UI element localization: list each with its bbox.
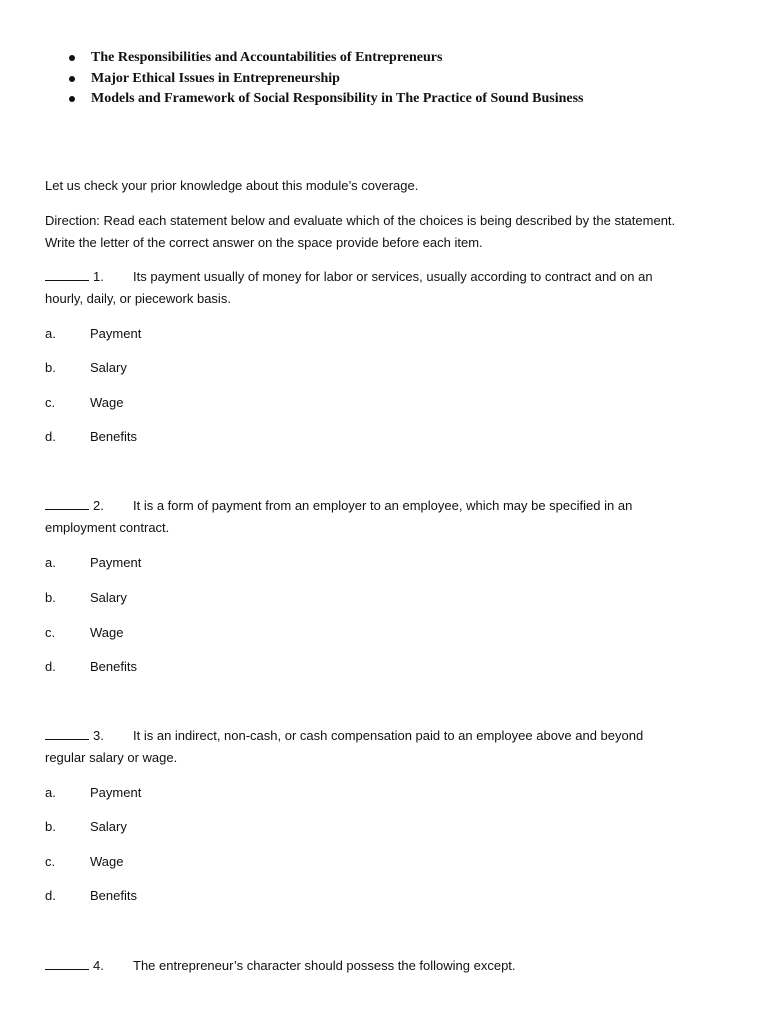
answer-blank[interactable]	[45, 267, 89, 281]
question-number: 2.	[93, 498, 104, 513]
question-1	[45, 266, 735, 310]
question-3	[45, 725, 735, 769]
choice-item	[45, 656, 137, 678]
choice-item	[45, 816, 127, 838]
choice-text: Wage	[90, 625, 124, 640]
choice-letter: d.	[45, 659, 56, 674]
topic-text: The Responsibilities and Accountabilities of Entrepreneurs	[91, 50, 443, 65]
choice-letter: c.	[45, 625, 56, 640]
question-text-continued: regular salary or wage.	[45, 750, 178, 765]
topic-item	[67, 89, 747, 110]
choice-letter: b.	[45, 819, 56, 834]
choice-letter: a.	[45, 326, 56, 341]
choice-letter: a.	[45, 555, 56, 570]
question-text-continued: hourly, daily, or piecework basis.	[45, 291, 231, 306]
choice-text: Benefits	[90, 659, 137, 674]
choice-text: Benefits	[90, 429, 137, 444]
choice-item	[45, 885, 137, 907]
topic-list	[67, 48, 747, 110]
choice-item	[45, 426, 137, 448]
choice-letter: c.	[45, 395, 56, 410]
choice-letter: b.	[45, 360, 56, 375]
choice-text: Salary	[90, 590, 127, 605]
choice-item	[45, 392, 123, 414]
direction-text	[45, 210, 735, 254]
choice-letter: b.	[45, 590, 56, 605]
choice-item	[45, 622, 123, 644]
choice-letter: c.	[45, 854, 56, 869]
intro-text: Let us check your prior knowledge about this module’s coverage.	[45, 178, 419, 193]
choice-text: Payment	[90, 326, 142, 341]
topic-item	[67, 69, 747, 90]
choice-text: Payment	[90, 785, 142, 800]
choice-item	[45, 323, 141, 345]
topic-item	[67, 48, 747, 69]
choice-text: Wage	[90, 854, 124, 869]
bullet-icon	[69, 76, 75, 82]
question-first-line	[45, 495, 735, 517]
question-text: It is an indirect, non-cash, or cash compensation paid to an employee above and beyond	[133, 728, 644, 743]
question-text: Its payment usually of money for labor or services, usually according to contract and on an	[133, 269, 653, 284]
question-number: 4.	[93, 958, 104, 973]
question-4	[45, 955, 735, 977]
question-number: 1.	[93, 269, 104, 284]
topic-text: Models and Framework of Social Responsibility in The Practice of Sound Business	[91, 91, 584, 106]
choice-item	[45, 782, 141, 804]
choice-item	[45, 851, 123, 873]
question-first-line	[45, 725, 735, 747]
choice-text: Salary	[90, 819, 127, 834]
choice-item	[45, 587, 127, 609]
choice-letter: d.	[45, 429, 56, 444]
answer-blank[interactable]	[45, 496, 89, 510]
question-number: 3.	[93, 728, 104, 743]
topic-text: Major Ethical Issues in Entrepreneurship	[91, 70, 340, 86]
question-first-line	[45, 955, 735, 977]
choice-text: Benefits	[90, 888, 137, 903]
question-text-continued: employment contract.	[45, 520, 170, 535]
direction-line: Write the letter of the correct answer on the space provide before each item.	[45, 235, 483, 250]
choice-item	[45, 552, 141, 574]
direction-line: Direction: Read each statement below and evaluate which of the choices is being described by the statement.	[45, 213, 676, 228]
answer-blank[interactable]	[45, 956, 89, 970]
bullet-icon	[69, 96, 75, 102]
bullet-icon	[69, 55, 75, 61]
question-text: The entrepreneur’s character should possess the following except.	[133, 958, 516, 973]
question-2	[45, 495, 735, 539]
choice-text: Salary	[90, 360, 127, 375]
choice-letter: a.	[45, 785, 56, 800]
question-text: It is a form of payment from an employer to an employee, which may be specified in an	[133, 498, 633, 513]
choice-item	[45, 357, 127, 379]
choice-text: Payment	[90, 555, 142, 570]
answer-blank[interactable]	[45, 726, 89, 740]
choice-letter: d.	[45, 888, 56, 903]
choice-text: Wage	[90, 395, 124, 410]
question-first-line	[45, 266, 735, 288]
